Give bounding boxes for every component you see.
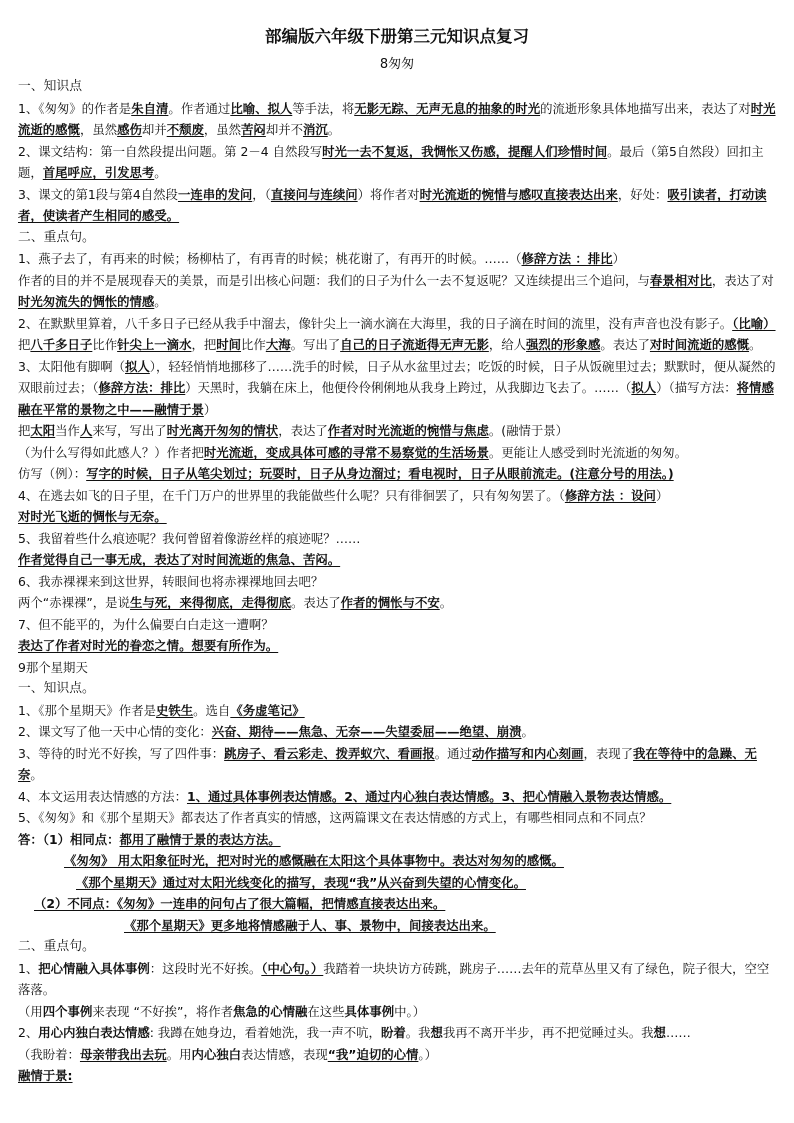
lesson8-sentence-6-analysis: 两个“赤裸裸”，是说生与死，来得彻底，走得彻底。表达了作者的惆怅与不安。 xyxy=(18,595,453,610)
lesson8-point-3: 3、课文的第1段与第4自然段一连串的发问，（直接问与连续问）将作者对时光流逝的惋惜与感叹直接表达出来，好处：吸引读者，打动读者，使读者产生相同的感受。 xyxy=(18,186,767,223)
lesson8-sentence-1: 1、燕子去了，有再来的时候；杨柳枯了，有再青的时候；桃花谢了，有再开的时候。……（修辞方法 ：排比） xyxy=(18,251,625,266)
lesson9-point-1: 1、《那个星期天》作者是史铁生。选自《务虚笔记》 xyxy=(18,702,305,718)
lesson9-title: 9那个星期天 xyxy=(18,659,88,675)
lesson8-sentence-6: 6、我赤裸裸来到这世界，转眼间也将赤裸裸地回去吧？ xyxy=(18,573,324,589)
lesson9-sentence-1: 1、把心情融入具体事例：这段时光不好挨。（中心句。）我踏着一块块访方砖跳，跳房子……去年的荒草丛里又有了绿色，院子很大，空空落落。 xyxy=(18,960,770,997)
lesson8-point-2: 2、课文结构：第一自然段提出问题。第 2－4 自然段写时光一去不复返，我惆怅又伤感，提醒人们珍惜时间。最后（第5自然段）回扣主题，首尾呼应，引发思考。 xyxy=(18,143,764,180)
lesson9-section2-heading: 二、重点句。 xyxy=(18,939,95,954)
document-title: 部编版六年级下册第三元知识点复习 xyxy=(265,27,529,46)
lesson8-sentence-1-analysis: 作者的目的并不是展现春天的美景，而是引出核心问题：我们的日子为什么一去不复返呢？又连续提出三个追问，与春景相对比，表达了对时光匆流失的惆怅的情感。 xyxy=(18,272,774,309)
lesson9-answer-diff-2: 《那个星期天》更多地将情感融于人、事、景物中，间接表达出来。 xyxy=(124,917,496,933)
lesson9-sentence-1-analysis: （用四个事例来表现 “不好挨”，将作者焦急的心情融在这些具体事例中。） xyxy=(18,1003,426,1019)
lesson8-sentence-2: 2、在默默里算着，八千多日子已经从我手中溜去，像针尖上一滴水滴在大海里，我的日子滴在时间的流里，没有声音也没有影子。（比喻） xyxy=(18,315,776,331)
lesson8-sentence-5: 5、我留着些什么痕迹呢？我何曾留着像游丝样的痕迹呢？…… xyxy=(18,530,361,546)
lesson9-answer-same-2: 《那个星期天》通过对太阳光线变化的描写，表现“我”从兴奋到失望的心情变化。 xyxy=(76,874,526,890)
lesson9-point-5: 5、《匆匆》和《那个星期天》都表达了作者真实的情感，这两篇课文在表达情感的方式上，有哪些相同点和不同点？ xyxy=(18,810,652,825)
lesson8-sentence-3-analysis: 把太阳当作人来写，写出了时光离开匆匆的情状，表达了作者对时光流逝的惋惜与焦虑。(融情于景） xyxy=(18,423,569,438)
lesson8-section2-heading: 二、重点句。 xyxy=(18,229,95,245)
lesson9-section1-heading: 一、知识点。 xyxy=(18,681,95,696)
lesson8-sentence-3-imitation: 仿写（例）：写字的时候，日子从笔尖划过；玩耍时，日子从身边溜过；看电视时，日子从眼前流走。(注意分号的用法。) xyxy=(18,466,674,481)
lesson8-title: 8匆匆 xyxy=(379,57,415,72)
lesson9-answer-same-1: 《匆匆》 用太阳象征时光，把对时光的感慨融在太阳这个具体事物中。表达对匆匆的感慨。 xyxy=(64,853,564,868)
lesson9-point-2: 2、课文写了他一天中心情的变化：兴奋、期待——焦急、无奈——失望委屈——绝望、崩溃。 xyxy=(18,724,534,739)
lesson8-sentence-7: 7、但不能平的，为什么偏要白白走这一遭啊？ xyxy=(18,616,274,632)
lesson8-sentence-4: 4、在逃去如飞的日子里，在千门万户的世界里的我能做些什么呢？只有徘徊罢了，只有匆匆罢了。（修辞方法 ：设问） xyxy=(18,487,669,503)
lesson8-sentence-3-why: （为什么写得如此感人？）作者把时光流逝，变成具体可感的寻常不易察觉的生活场景。更能让人感受到时光流逝的匆匆。 xyxy=(18,444,688,460)
lesson9-point-4: 4、本文运用表达情感的方法：1、通过具体事例表达情感。2、通过内心独白表达情感。3、把心情融入景物表达情感。 xyxy=(18,788,672,804)
lesson9-answer-same: 答：（1）相同点：都用了融情于景的表达方法。 xyxy=(18,831,281,847)
lesson8-point-1: 1、《匆匆》的作者是朱自清。作者通过比喻、拟人等手法，将无影无踪、无声无息的抽象的时光的流逝形象具体地描写出来，表达了对时光流逝的感慨，虽然感伤却并不颓废，虽然苦闷却并不消沉。 xyxy=(18,100,776,137)
lesson8-sentence-2-analysis: 把八千多日子比作针尖上一滴水，把时间比作大海。写出了自己的日子流逝得无声无影，给人强烈的形象感。表达了对时间流逝的感慨。 xyxy=(18,337,762,352)
lesson9-answer-diff: （2）不同点：《匆匆》一连串的问句占了很大篇幅，把情感直接表达出来。 xyxy=(34,896,446,911)
lesson9-sentence-2-analysis: （我盼着：母亲带我出去玩。用内心独白表达情感，表现“我”迫切的心情。） xyxy=(18,1046,437,1062)
lesson9-sentence-2: 2、用心内独白表达情感: 我蹲在她身边，看着她洗，我一声不吭，盼着。我想我再不离开半步，再不把觉睡过头。我想…… xyxy=(18,1025,691,1040)
lesson9-point-3: 3、等待的时光不好挨，写了四件事：跳房子、看云彩走、拨弄蚁穴、看画报。通过动作描写和内心刻画，表现了我在等待中的急躁、无奈。 xyxy=(18,745,757,782)
lesson8-sentence-7-analysis: 表达了作者对时光的眷恋之情。想要有所作为。 xyxy=(18,638,279,653)
lesson8-sentence-3: 3、太阳他有脚啊（拟人），轻轻悄悄地挪移了……洗手的时候，日子从水盆里过去；吃饭的时候，日子从饭碗里过去；默默时，便从凝然的双眼前过去；（修辞方法：排比）天黑时，我躺在床上，他便伶伶俐俐地从我身上跨过，从我脚边飞去了。……（拟人）（描写方法：将情感融在平常的景物之中——融情于景） xyxy=(18,358,776,417)
lesson8-sentence-4-analysis: 对时光飞逝的惆怅与无奈。 xyxy=(18,509,167,524)
lesson8-section1-heading: 一、知识点 xyxy=(18,79,82,94)
lesson8-sentence-5-analysis: 作者觉得自己一事无成，表达了对时间流逝的焦急、苦闷。 xyxy=(18,552,341,567)
lesson9-sentence-3-heading: 融情于景: xyxy=(18,1068,73,1083)
